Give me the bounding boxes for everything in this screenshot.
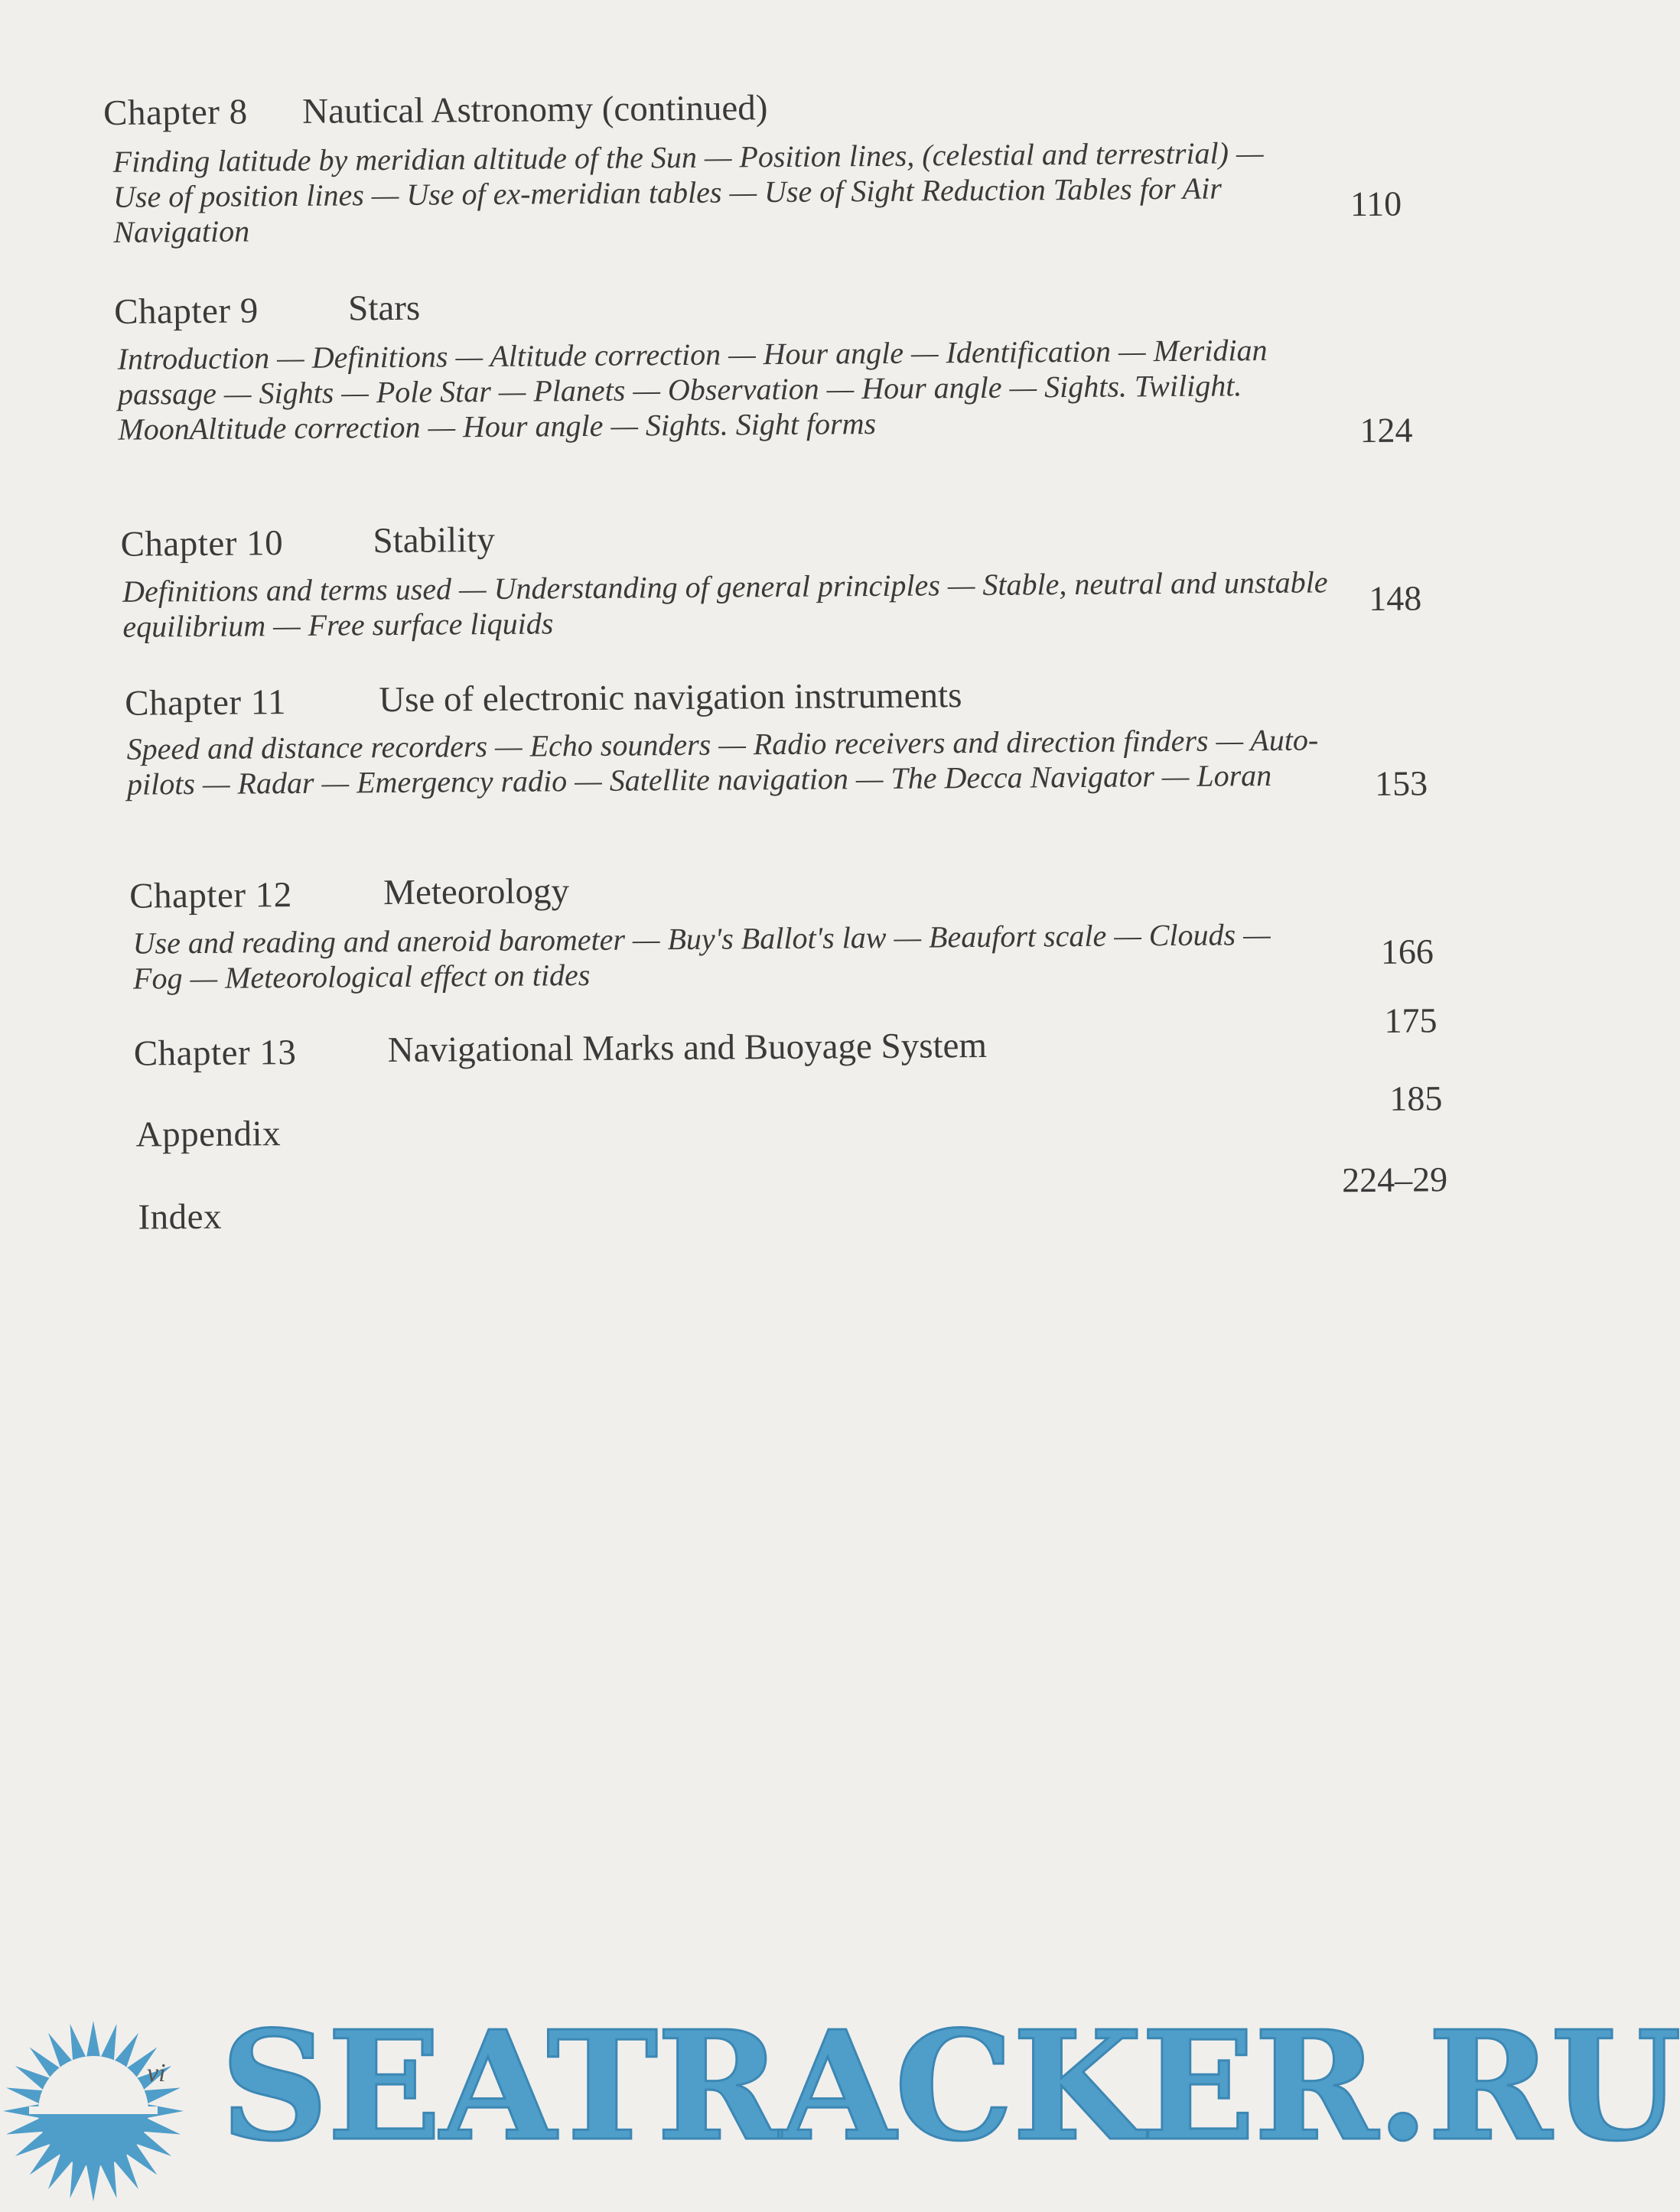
chapter-title: Navigational Marks and Buoyage System bbox=[387, 1025, 988, 1071]
chapter-summary: Definitions and terms used — Understanding of general principles — Stable, neutral and unstable equilibrium — Free surface liquids bbox=[122, 564, 1328, 644]
sun-ray bbox=[6, 2118, 44, 2134]
chapter-title: Stars bbox=[347, 288, 421, 329]
chapter-summary: Introduction — Definitions — Altitude correction — Hour angle — Identification — Meridian passage — Sights — Pole Star — Planets — Observation — Hour angle — Sights. Twilight. MoonAltitude correction — Hour angle — Sights. Sight forms bbox=[117, 333, 1268, 447]
chapter-summary: Use and reading and aneroid barometer — Buy's Ballot's law — Beaufort scale — Clouds — Fog — Meteorological effect on tides bbox=[132, 916, 1271, 996]
page-number: 153 bbox=[1374, 763, 1428, 803]
chapter-title: Meteorology bbox=[383, 871, 570, 913]
sun-ray bbox=[86, 2021, 100, 2058]
page-number: 166 bbox=[1380, 932, 1434, 971]
sun-ray bbox=[100, 2161, 116, 2198]
chapter-label: Appendix bbox=[135, 1114, 282, 1155]
chapter-title: Nautical Astronomy (continued) bbox=[301, 88, 768, 132]
sun-ray bbox=[86, 2164, 100, 2201]
chapter-title: Stability bbox=[373, 519, 496, 561]
chapter-title: Use of electronic navigation instruments bbox=[378, 675, 962, 721]
page-number: 224–29 bbox=[1341, 1160, 1448, 1200]
chapter-label: Chapter 11 bbox=[125, 682, 287, 724]
sun-ray bbox=[143, 2118, 181, 2134]
sun-ray bbox=[143, 2087, 181, 2103]
page-folio: vi bbox=[147, 2059, 166, 2087]
chapter-summary: Finding latitude by meridian altitude of the Sun — Position lines, (celestial and terrestrial) — Use of position lines — Use of ex-meridian tables — Use of Sight Reduction Tables for Air Navigation bbox=[112, 135, 1264, 249]
page-number: 185 bbox=[1389, 1078, 1443, 1118]
chapter-label: Chapter 12 bbox=[129, 875, 292, 916]
page-number: 148 bbox=[1369, 578, 1422, 618]
sun-ray bbox=[100, 2024, 116, 2061]
chapter-label: Chapter 8 bbox=[103, 92, 248, 133]
chapter-label: Chapter 9 bbox=[114, 291, 259, 332]
page-number: 124 bbox=[1359, 410, 1413, 451]
sun-ray bbox=[70, 2161, 86, 2198]
watermark-text: SEATRACKER.RU bbox=[220, 1999, 1680, 2175]
page-number: 110 bbox=[1350, 184, 1402, 224]
sun-ray bbox=[70, 2024, 86, 2061]
page-number: 175 bbox=[1384, 1000, 1437, 1040]
chapter-summary: Speed and distance recorders — Echo sounders — Radio receivers and direction finders — Auto-pilots — Radar — Emergency radio — Satellite navigation — The Decca Navigator — Loran bbox=[126, 722, 1319, 802]
chapter-label: Chapter 10 bbox=[120, 523, 284, 564]
chapter-label: Index bbox=[138, 1196, 223, 1238]
chapter-label: Chapter 13 bbox=[133, 1033, 297, 1074]
sun-ray bbox=[6, 2087, 44, 2103]
